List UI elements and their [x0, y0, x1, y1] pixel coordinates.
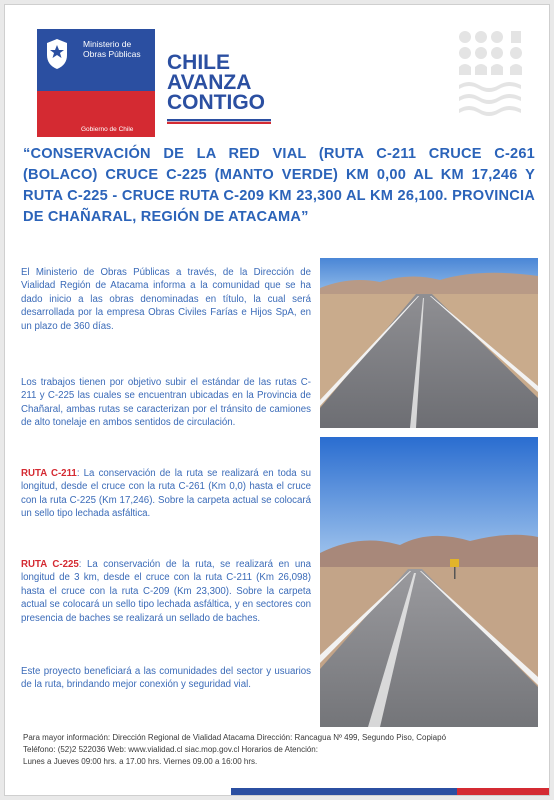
route-c225-paragraph [21, 558, 311, 625]
route-c211-paragraph [21, 467, 311, 521]
benefit-paragraph: Este proyecto beneficiará a las comunidades del sector y usuarios de la ruta, brindando mejor conexión y seguridad vial. [21, 666, 311, 691]
project-title: “CONSERVACIÓN DE LA RED VIAL (RUTA C-211 CRUCE C-261 (BOLACO) CRUCE C-225 (MANTO VERDE) KM 0,00 AL KM 17,246 Y RUTA C-225 - CRUCE RUTA C-209 KM 23,300 AL KM 26,100. PROVINCIA DE CHAÑARAL, REGIÓN DE ATACAMA” [23, 146, 535, 225]
ministry-line-1: Ministerio de [83, 39, 132, 49]
route-c211-label: RUTA C-211 [21, 468, 77, 479]
slogan-underline-icon [167, 119, 271, 124]
bottom-color-bar [5, 788, 550, 795]
flyer-page [4, 4, 550, 796]
slogan-line: CONTIGO [167, 91, 265, 114]
ministry-line-2: Obras Públicas [83, 49, 141, 59]
slogan [167, 53, 265, 113]
coat-of-arms-icon [37, 29, 77, 91]
route-c225-text: : La conservación de la ruta, se realizará en una longitud de 3 km, desde el cruce con la ruta C-211 (Km 26,098) hasta el cruce con la ruta C-209 (Km 23,300). Sobre la carpeta actual se colocará un sello tipo lechada asfáltica, y en sectores con presencia de baches se realizará un sellado de baches. [21, 559, 311, 624]
government-label: Gobierno de Chile [81, 126, 134, 133]
route-c211-text: : La conservación de la ruta se realizará en toda su longitud, desde el cruce con la ruta C-261 (Km 0,0) hasta el cruce con la ruta C-225 (Km 17,246). Sobre la carpeta actual se colocará un sello tipo lechada asfáltica. [21, 468, 312, 520]
intro-paragraph: El Ministerio de Obras Públicas a través, de la Dirección de Vialidad Región de Atacama informa a la comunidad que se ha dado inicio a las obras denominadas en título, la cual será desarrollada por la empresa Obras Civiles Farías e Hijos SpA, en un plazo de 360 días. [21, 267, 311, 332]
road-photo-1 [320, 258, 538, 428]
ministry-logo [37, 29, 155, 137]
footer-contact: Teléfono: (52)2 522036 Web: www.vialidad.cl siac.mop.gov.cl Horarios de Atención: [23, 745, 318, 754]
contact-footer [23, 732, 543, 768]
decorative-pattern-icon [455, 27, 527, 127]
slogan-line: AVANZA [167, 71, 252, 94]
slogan-line: CHILE [167, 51, 230, 74]
route-c225-label: RUTA C-225 [21, 559, 79, 570]
footer-address: Para mayor información: Dirección Regional de Vialidad Atacama Dirección: Rancagua Nº 499, Segundo Piso, Copiapó [23, 733, 447, 742]
objective-paragraph: Los trabajos tienen por objetivo subir el estándar de las rutas C-211 y C-225 las cuales se encuentran ubicadas en la Provincia de Chañaral, ambas rutas se caracterizan por el tránsito de camiones de alto tonelaje en ambos sentidos de circulación. [21, 377, 311, 429]
road-photo-2 [320, 437, 538, 727]
footer-hours: Lunes a Jueves 09:00 hrs. a 17.00 hrs. Viernes 09.00 a 16:00 hrs. [23, 757, 258, 766]
